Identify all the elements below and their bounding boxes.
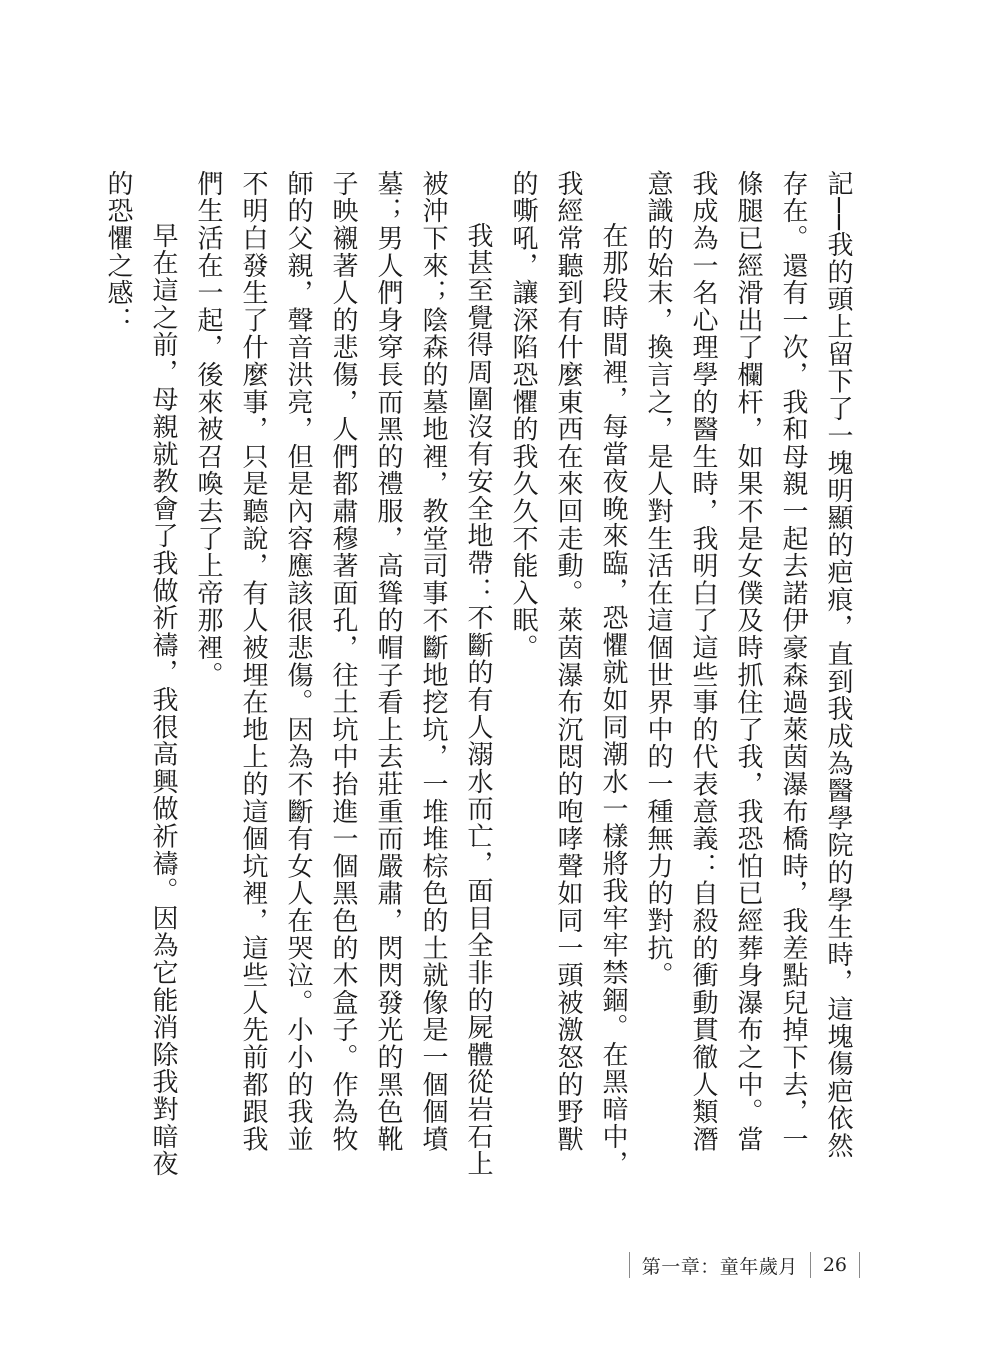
paragraph-1: 記──我的頭上留下了一塊明顯的疤痕，直到我成為醫學院的學生時，這塊傷疤依然存在。還有一次，我和母親一起去諾伊豪森過萊茵瀑布橋時，我差點兒掉下去，一條腿已經滑出了欄杆，如果不是女僕及時抓住了我，我恐怕已經葬身瀑布之中。當我成為一名心理學的醫生時，我明白了這些事的代表意義：自殺的衝動貫徹人類潛意識的始末，換言之，是人對生活在這個世界中的一種無力的對抗。 bbox=[643, 170, 853, 1160]
page-number: 26 bbox=[822, 1254, 847, 1276]
page-footer bbox=[629, 1249, 860, 1281]
chapter-title: 第一章：童年歲月 bbox=[641, 1255, 798, 1278]
paragraph-4: 早在這之前，母親就教會了我做祈禱，我很高興做祈禱。因為它能消除我對暗夜的恐懼之感： bbox=[103, 170, 178, 1178]
paragraph-2: 在那段時間裡，每當夜晚來臨，恐懼就如同潮水一樣將我牢牢禁錮。在黑暗中，我經常聽到有什麼東西在來回走動。萊茵瀑布沉悶的咆哮聲如同一頭被激怒的野獸的嘶吼，讓深陷恐懼的我久久不能入眠。 bbox=[508, 170, 628, 1178]
body-text bbox=[95, 170, 860, 1180]
footer-divider-right bbox=[859, 1252, 860, 1278]
paragraph-3: 我甚至覺得周圍沒有安全地帶：不斷的有人溺水而亡，面目全非的屍體從岩石上被沖下來；陰森的墓地裡，教堂司事不斷地挖坑，一堆堆棕色的土就像是一個個墳墓；男人們身穿長而黑的禮服，高聳的帽子看上去莊重而嚴肅，閃閃發光的黑色靴子映襯著人的悲傷，人們都肅穆著面孔，往土坑中抬進一個黑色的木盒子。作為牧師的父親，聲音洪亮，但是內容應該很悲傷。因為不斷有女人在哭泣。小小的我並不明白發生了什麼事，只是聽說，有人被埋在地上的這個坑裡，這些人先前都跟我們生活在一起，後來被召喚去了上帝那裡。 bbox=[193, 170, 493, 1178]
